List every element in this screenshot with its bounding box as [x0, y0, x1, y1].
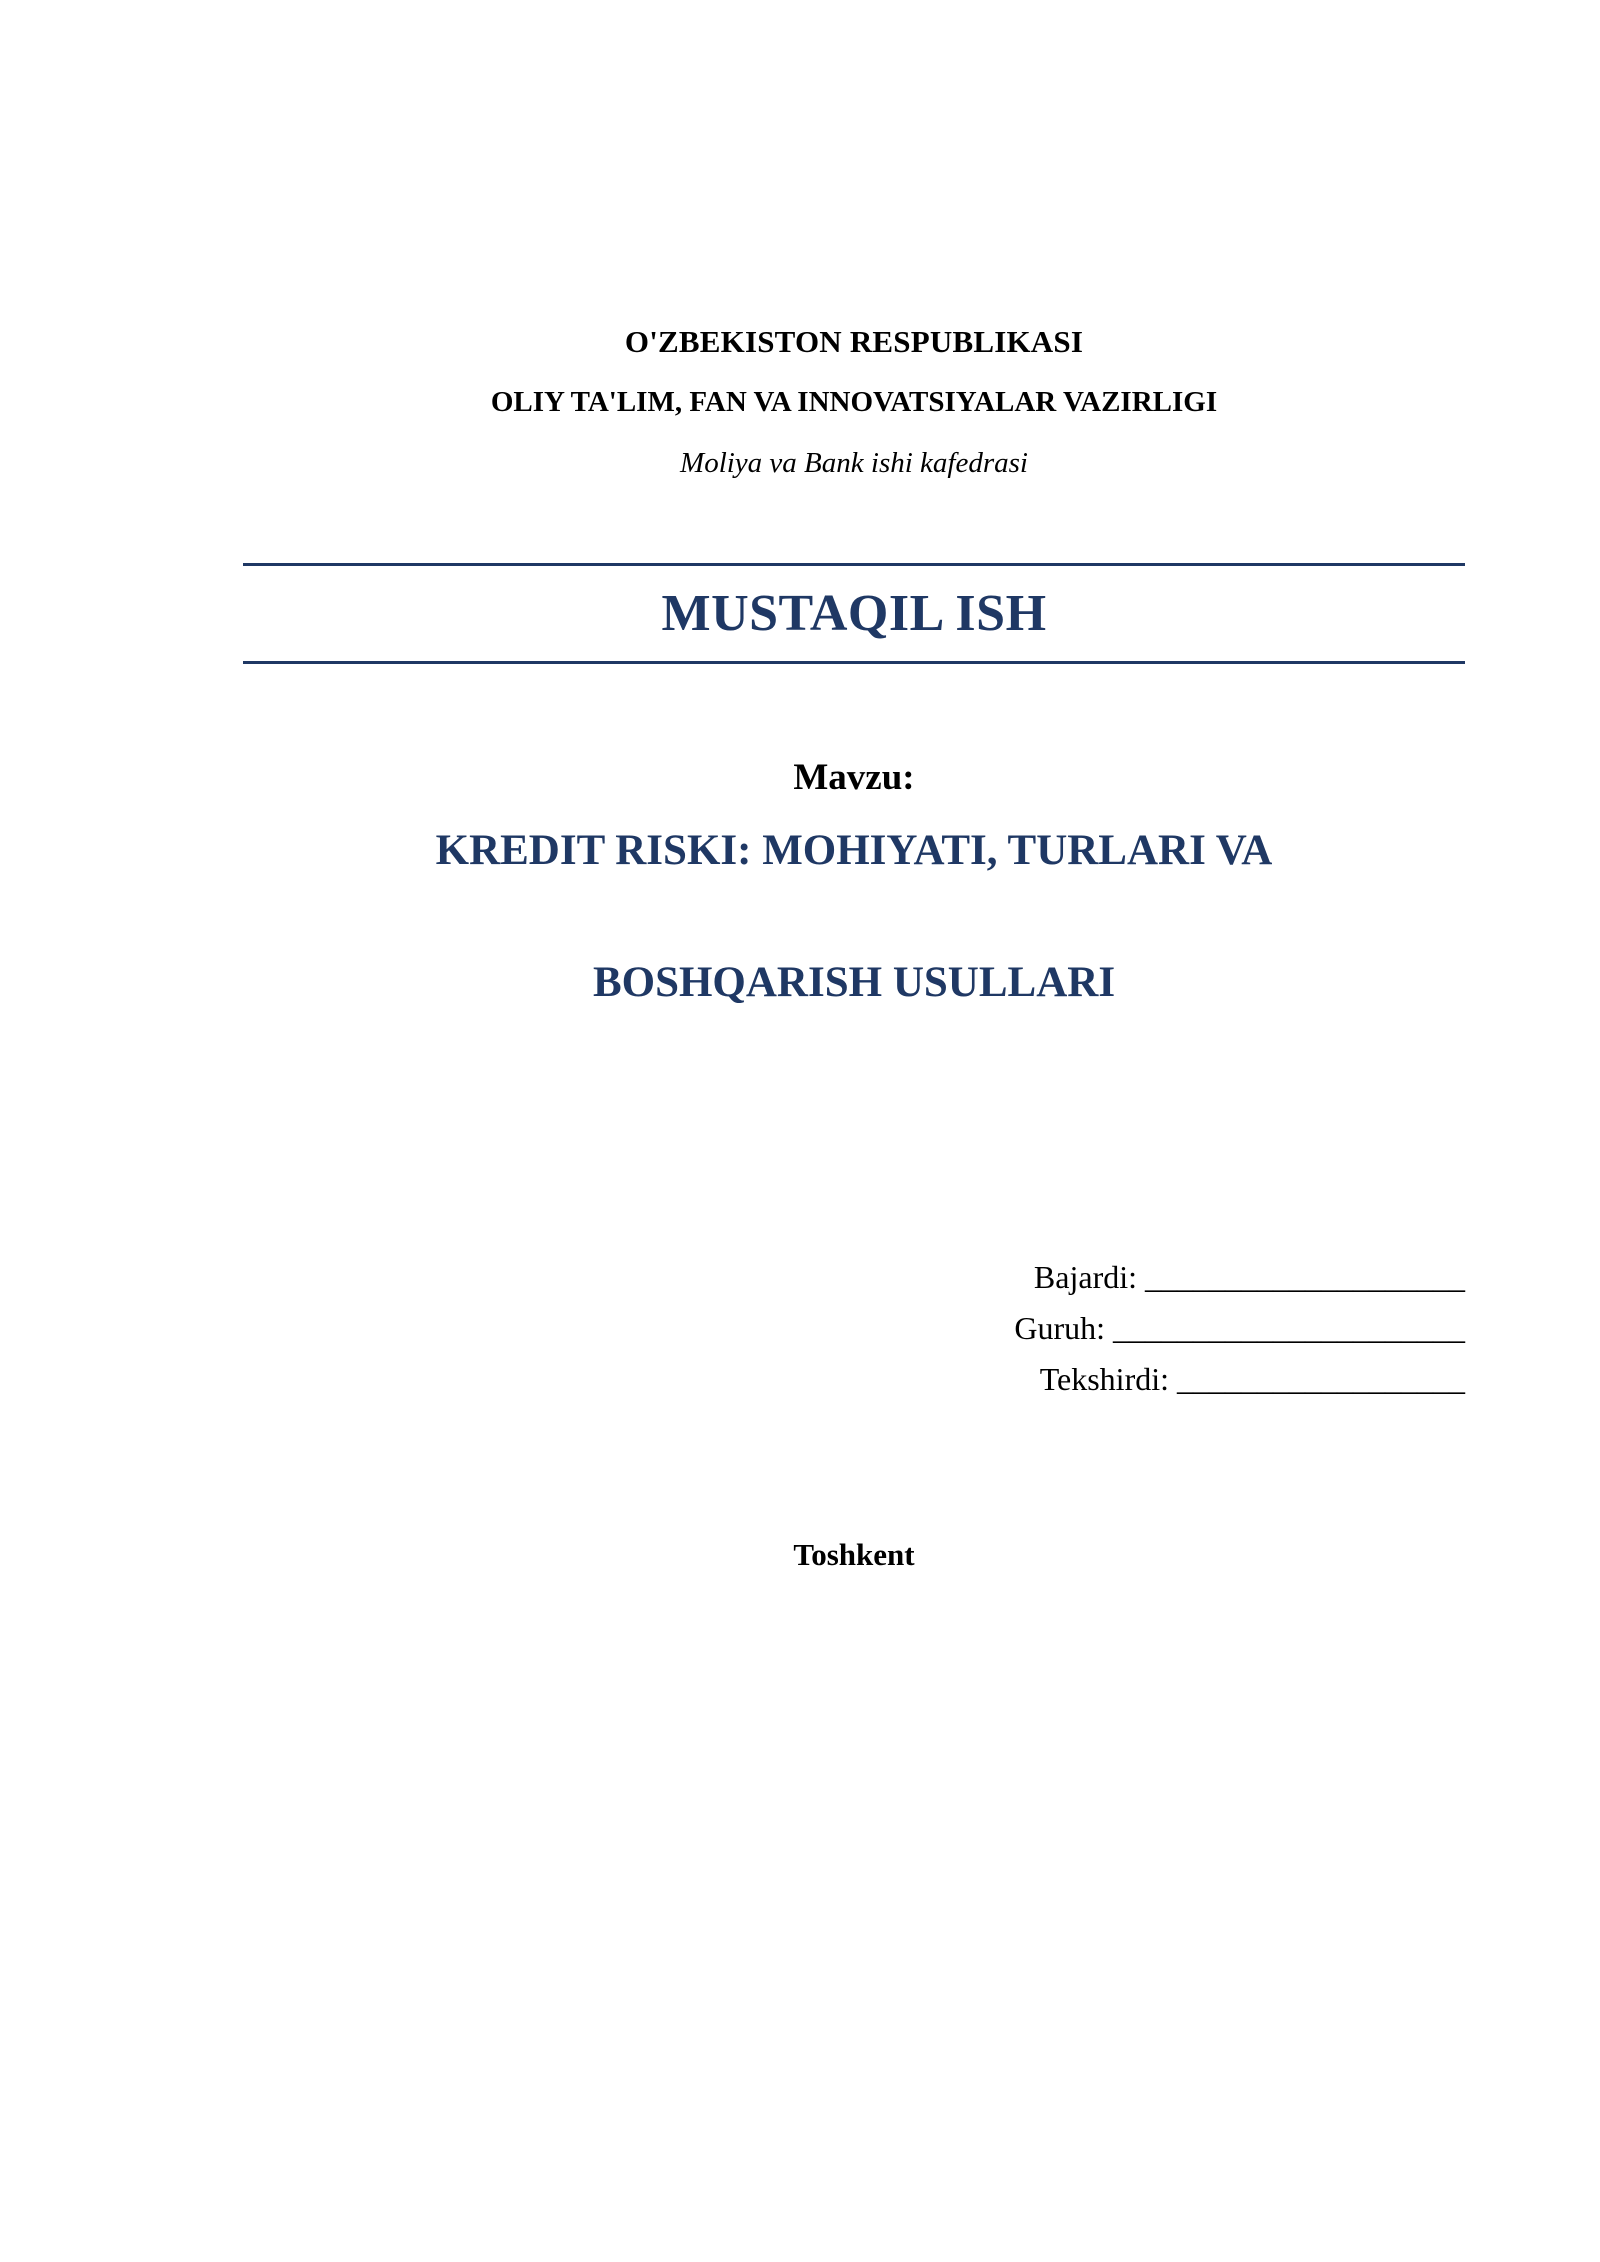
city-name: Toshkent: [793, 1537, 915, 1572]
topic-label: Mavzu:: [793, 757, 915, 798]
title-bottom-rule: [243, 661, 1465, 664]
topic-title-line-1: KREDIT RISKI: MOHIYATI, TURLARI VA: [435, 827, 1273, 874]
title-top-rule: [243, 563, 1465, 566]
group-signature-line: Guruh: ______________________: [1014, 1310, 1465, 1346]
checker-signature-line: Tekshirdi: __________________: [1039, 1361, 1465, 1397]
department-name: Moliya va Bank ishi kafedrasi: [680, 447, 1028, 479]
document-type-title: MUSTAQIL ISH: [661, 585, 1047, 642]
republic-heading: O'ZBEKISTON RESPUBLIKASI: [624, 324, 1084, 359]
performer-signature-line: Bajardi: ____________________: [1033, 1259, 1465, 1295]
topic-title-line-2: BOSHQARISH USULLARI: [592, 959, 1116, 1006]
signature-block: [965, 1252, 1465, 1405]
ministry-heading: OLIY TA'LIM, FAN VA INNOVATSIYALAR VAZIRLIGI: [490, 386, 1218, 418]
